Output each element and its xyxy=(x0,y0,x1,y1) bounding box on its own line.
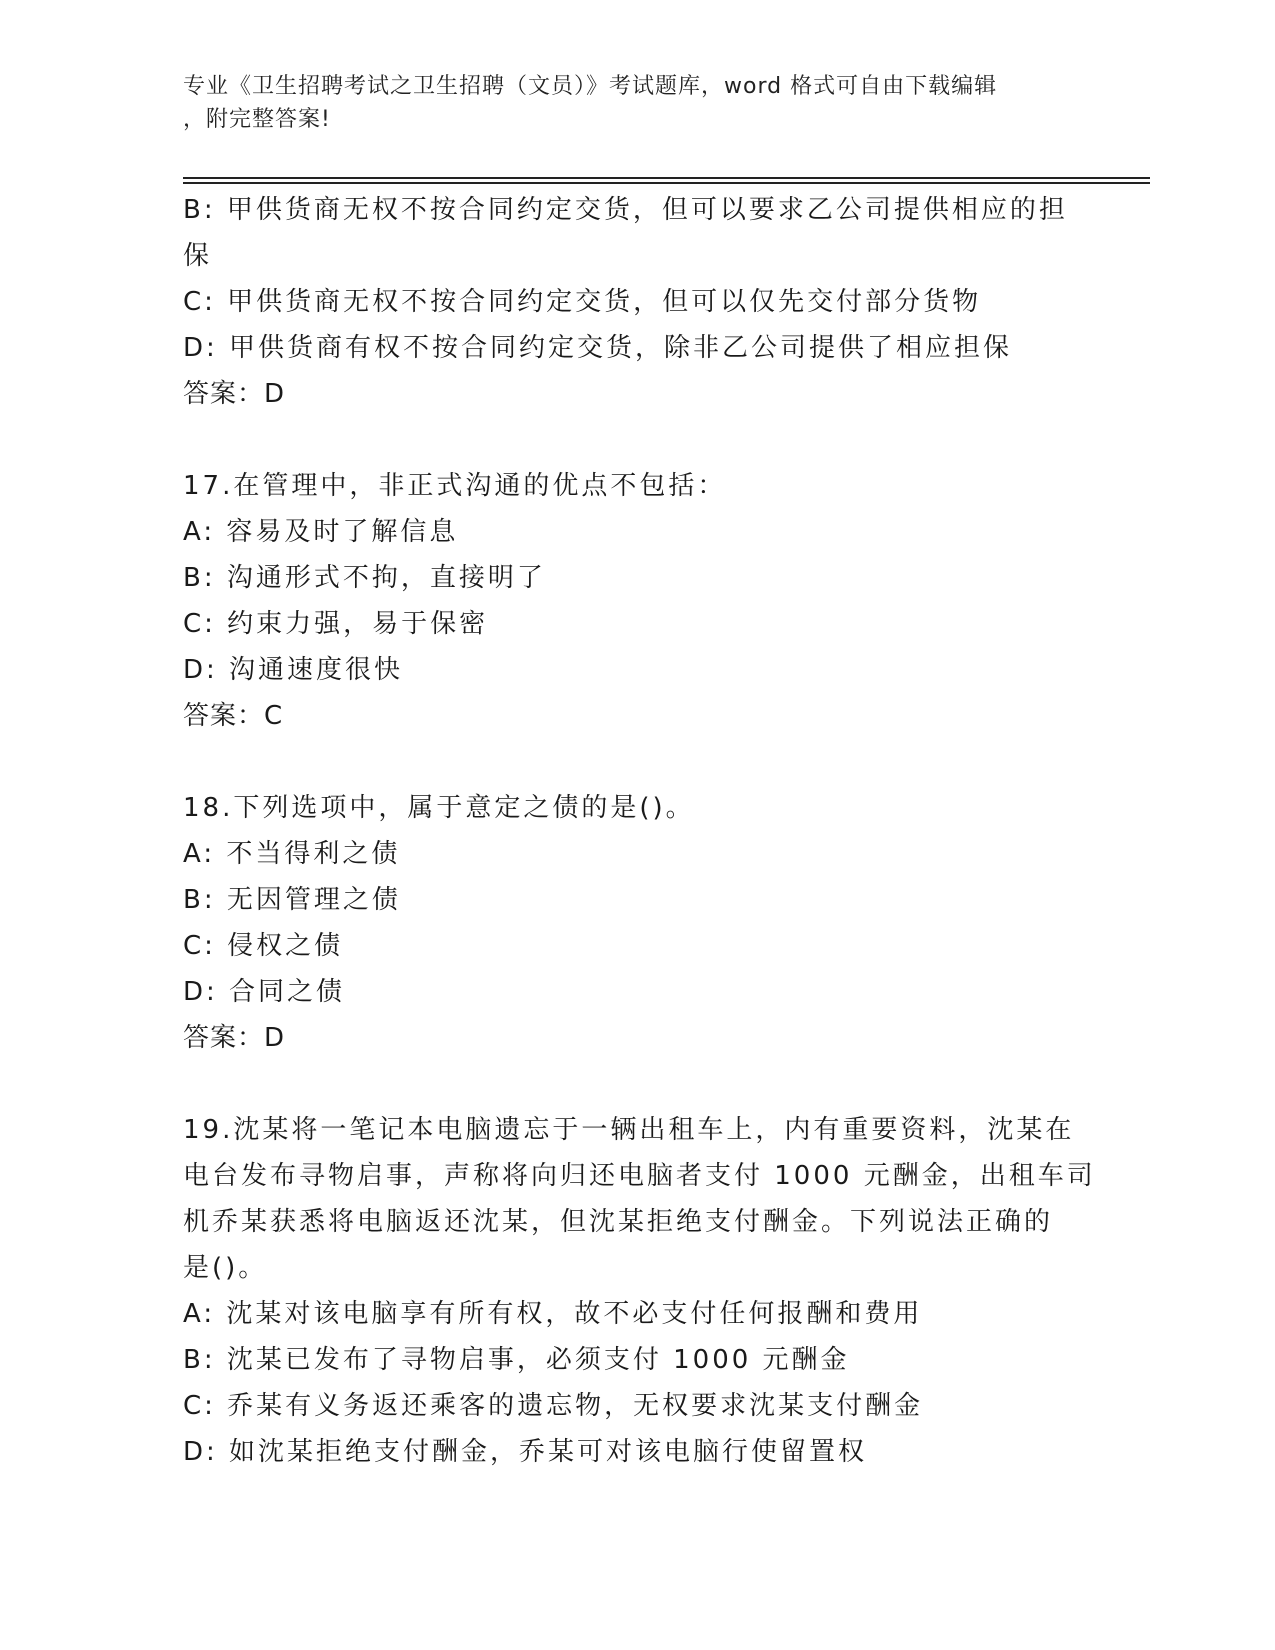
option-d: D: 甲供货商有权不按合同约定交货，除非乙公司提供了相应担保 xyxy=(183,333,1013,363)
question-stem-line-1: 19.沈某将一笔记本电脑遗忘于一辆出租车上，内有重要资料，沈某在 xyxy=(183,1115,1075,1145)
option-a: A: 不当得利之债 xyxy=(183,839,401,869)
document-body xyxy=(183,187,1096,1475)
question-stem-line-3: 机乔某获悉将电脑返还沈某，但沈某拒绝支付酬金。下列说法正确的 xyxy=(183,1207,1054,1237)
option-c: C: 侵权之债 xyxy=(183,931,344,961)
header-title-line-2: ，附完整答案! xyxy=(183,107,331,132)
question-stem-line-2: 电台发布寻物启事，声称将向归还电脑者支付 1000 元酬金，出租车司 xyxy=(183,1161,1096,1191)
option-d: D: 沟通速度很快 xyxy=(183,655,404,685)
option-a: A: 容易及时了解信息 xyxy=(183,517,459,547)
spacer xyxy=(183,1061,1083,1107)
question-16-continued xyxy=(183,187,1083,417)
spacer xyxy=(183,739,1083,785)
option-b-line-2: 保 xyxy=(183,241,213,271)
header-divider-bottom xyxy=(183,182,1150,184)
document-header xyxy=(183,70,1063,136)
option-c: C: 约束力强，易于保密 xyxy=(183,609,489,639)
answer: 答案：D xyxy=(183,379,286,409)
option-a: A: 沈某对该电脑享有所有权，故不必支付任何报酬和费用 xyxy=(183,1299,923,1329)
question-18 xyxy=(183,785,1083,1061)
spacer xyxy=(183,417,1083,463)
option-b: B: 沈某已发布了寻物启事，必须支付 1000 元酬金 xyxy=(183,1345,850,1375)
header-divider-top xyxy=(183,177,1150,179)
option-d: D: 如沈某拒绝支付酬金，乔某可对该电脑行使留置权 xyxy=(183,1437,868,1467)
option-c: C: 乔某有义务返还乘客的遗忘物，无权要求沈某支付酬金 xyxy=(183,1391,924,1421)
option-b-line-1: B: 甲供货商无权不按合同约定交货，但可以要求乙公司提供相应的担 xyxy=(183,195,1068,225)
question-stem: 18.下列选项中，属于意定之债的是()。 xyxy=(183,793,695,823)
question-17 xyxy=(183,463,1083,739)
option-d: D: 合同之债 xyxy=(183,977,346,1007)
question-stem-line-4: 是()。 xyxy=(183,1253,268,1283)
answer: 答案：C xyxy=(183,701,284,731)
answer: 答案：D xyxy=(183,1023,286,1053)
option-c: C: 甲供货商无权不按合同约定交货，但可以仅先交付部分货物 xyxy=(183,287,982,317)
option-b: B: 沟通形式不拘，直接明了 xyxy=(183,563,546,593)
question-stem: 17.在管理中，非正式沟通的优点不包括： xyxy=(183,471,727,501)
question-19 xyxy=(183,1107,1096,1475)
option-b: B: 无因管理之债 xyxy=(183,885,401,915)
header-title-line-1: 专业《卫生招聘考试之卫生招聘（文员）》考试题库，word 格式可自由下载编辑 xyxy=(183,74,998,99)
